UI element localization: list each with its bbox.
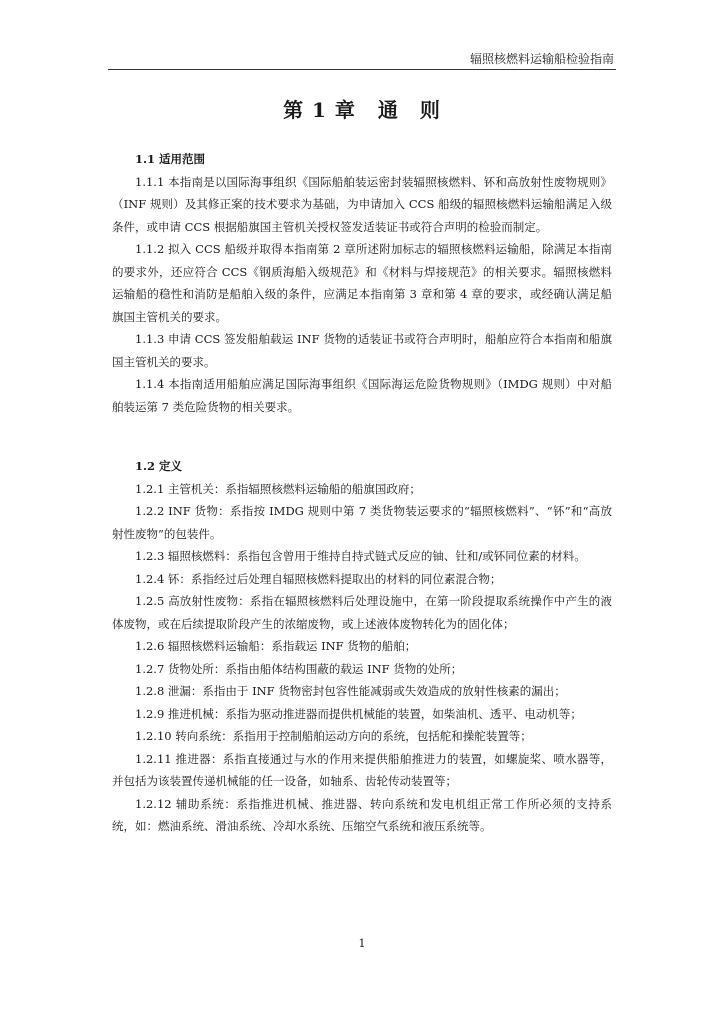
- page-number: 1: [358, 937, 366, 950]
- section-definitions: [112, 455, 612, 838]
- chapter-number: 第 1 章: [283, 98, 356, 122]
- paragraph: 1.2.6 辐照核燃料运输船：系指载运 INF 货物的船舶；: [135, 639, 417, 653]
- paragraph: 1.2.3 辐照核燃料：系指包含曾用于维持自持式链式反应的铀、钍和/或钚同位素的材料。: [135, 549, 586, 563]
- paragraph: 1.2.1 主管机关：系指辐照核燃料运输船的船旗国政府；: [135, 481, 421, 496]
- paragraph: 1.1.1 本指南是以国际海事组织《国际船舶装运密封装辐照核燃料、钚和高放射性废物规则》（INF 规则）及其修正案的技术要求为基础，为申请加入 CCS 船级的辐照核燃料运输船满足入级条件，或申请 CCS 根据船旗国主管机关授权签发适装证书或符合声明的检验而制定。: [112, 174, 612, 234]
- section-scope: [112, 148, 612, 418]
- paragraph: 1.1.2 拟入 CCS 船级并取得本指南第 2 章所述附加标志的辐照核燃料运输船，除满足本指南的要求外，还应符合 CCS《钢质海船入级规范》和《材料与焊接规范》的相关要求。辐照核燃料运输船的稳性和消防是船舶入级的条件，应满足本指南第 3 章和第 4 章的要求，或经确认满足船旗国主管机关的要求。: [112, 242, 612, 324]
- section-heading: 1.2 定义: [135, 459, 183, 473]
- paragraph: 1.1.3 申请 CCS 签发船舶载运 INF 货物的适装证书或符合声明时，船舶应符合本指南和船旗国主管机关的要求。: [112, 332, 612, 369]
- paragraph: 1.2.7 货物处所：系指由船体结构围蔽的载运 INF 货物的处所；: [135, 661, 463, 676]
- paragraph: 1.1.4 本指南适用船舶应满足国际海事组织《国际海运危险货物规则》（IMDG 规则）中对船舶装运第 7 类危险货物的相关要求。: [112, 377, 612, 414]
- chapter-title: [0, 94, 724, 123]
- section-heading: 1.1 适用范围: [135, 152, 206, 166]
- header-divider: [108, 69, 616, 70]
- running-header: 辐照核燃料运输船检验指南: [469, 52, 614, 66]
- paragraph: 1.2.12 辅助系统：系指推进机械、推进器、转向系统和发电机组正常工作所必须的支持系统，如：燃油系统、滑油系统、冷却水系统、压缩空气系统和液压系统等。: [112, 796, 612, 833]
- chapter-name: 通 则: [377, 98, 441, 122]
- paragraph: 1.2.9 推进机械：系指为驱动推进器而提供机械能的装置，如柴油机、透平、电动机等；: [135, 706, 582, 721]
- paragraph: 1.2.4 钚：系指经过后处理自辐照核燃料提取出的材料的同位素混合物；: [135, 571, 502, 586]
- paragraph: 1.2.10 转向系统：系指用于控制船舶运动方向的系统，包括舵和操舵装置等；: [135, 729, 532, 743]
- paragraph: 1.2.5 高放射性废物：系指在辐照核燃料后处理设施中，在第一阶段提取系统操作中产生的液体废物，或在后续提取阶段产生的浓缩废物，或上述液体废物转化为的固化体；: [112, 594, 612, 631]
- paragraph: 1.2.2 INF 货物：系指按 IMDG 规则中第 7 类货物装运要求的“辐照核燃料”、“钚”和“高放射性废物”的包装件。: [112, 504, 612, 541]
- paragraph: 1.2.8 泄漏：系指由于 INF 货物密封包容性能减弱或失效造成的放射性核素的漏出；: [135, 684, 566, 698]
- paragraph: 1.2.11 推进器：系指直接通过与水的作用来提供船舶推进力的装置，如螺旋桨、喷水器等，并包括为该装置传递机械能的任一设备，如轴系、齿轮传动装置等；: [112, 751, 612, 788]
